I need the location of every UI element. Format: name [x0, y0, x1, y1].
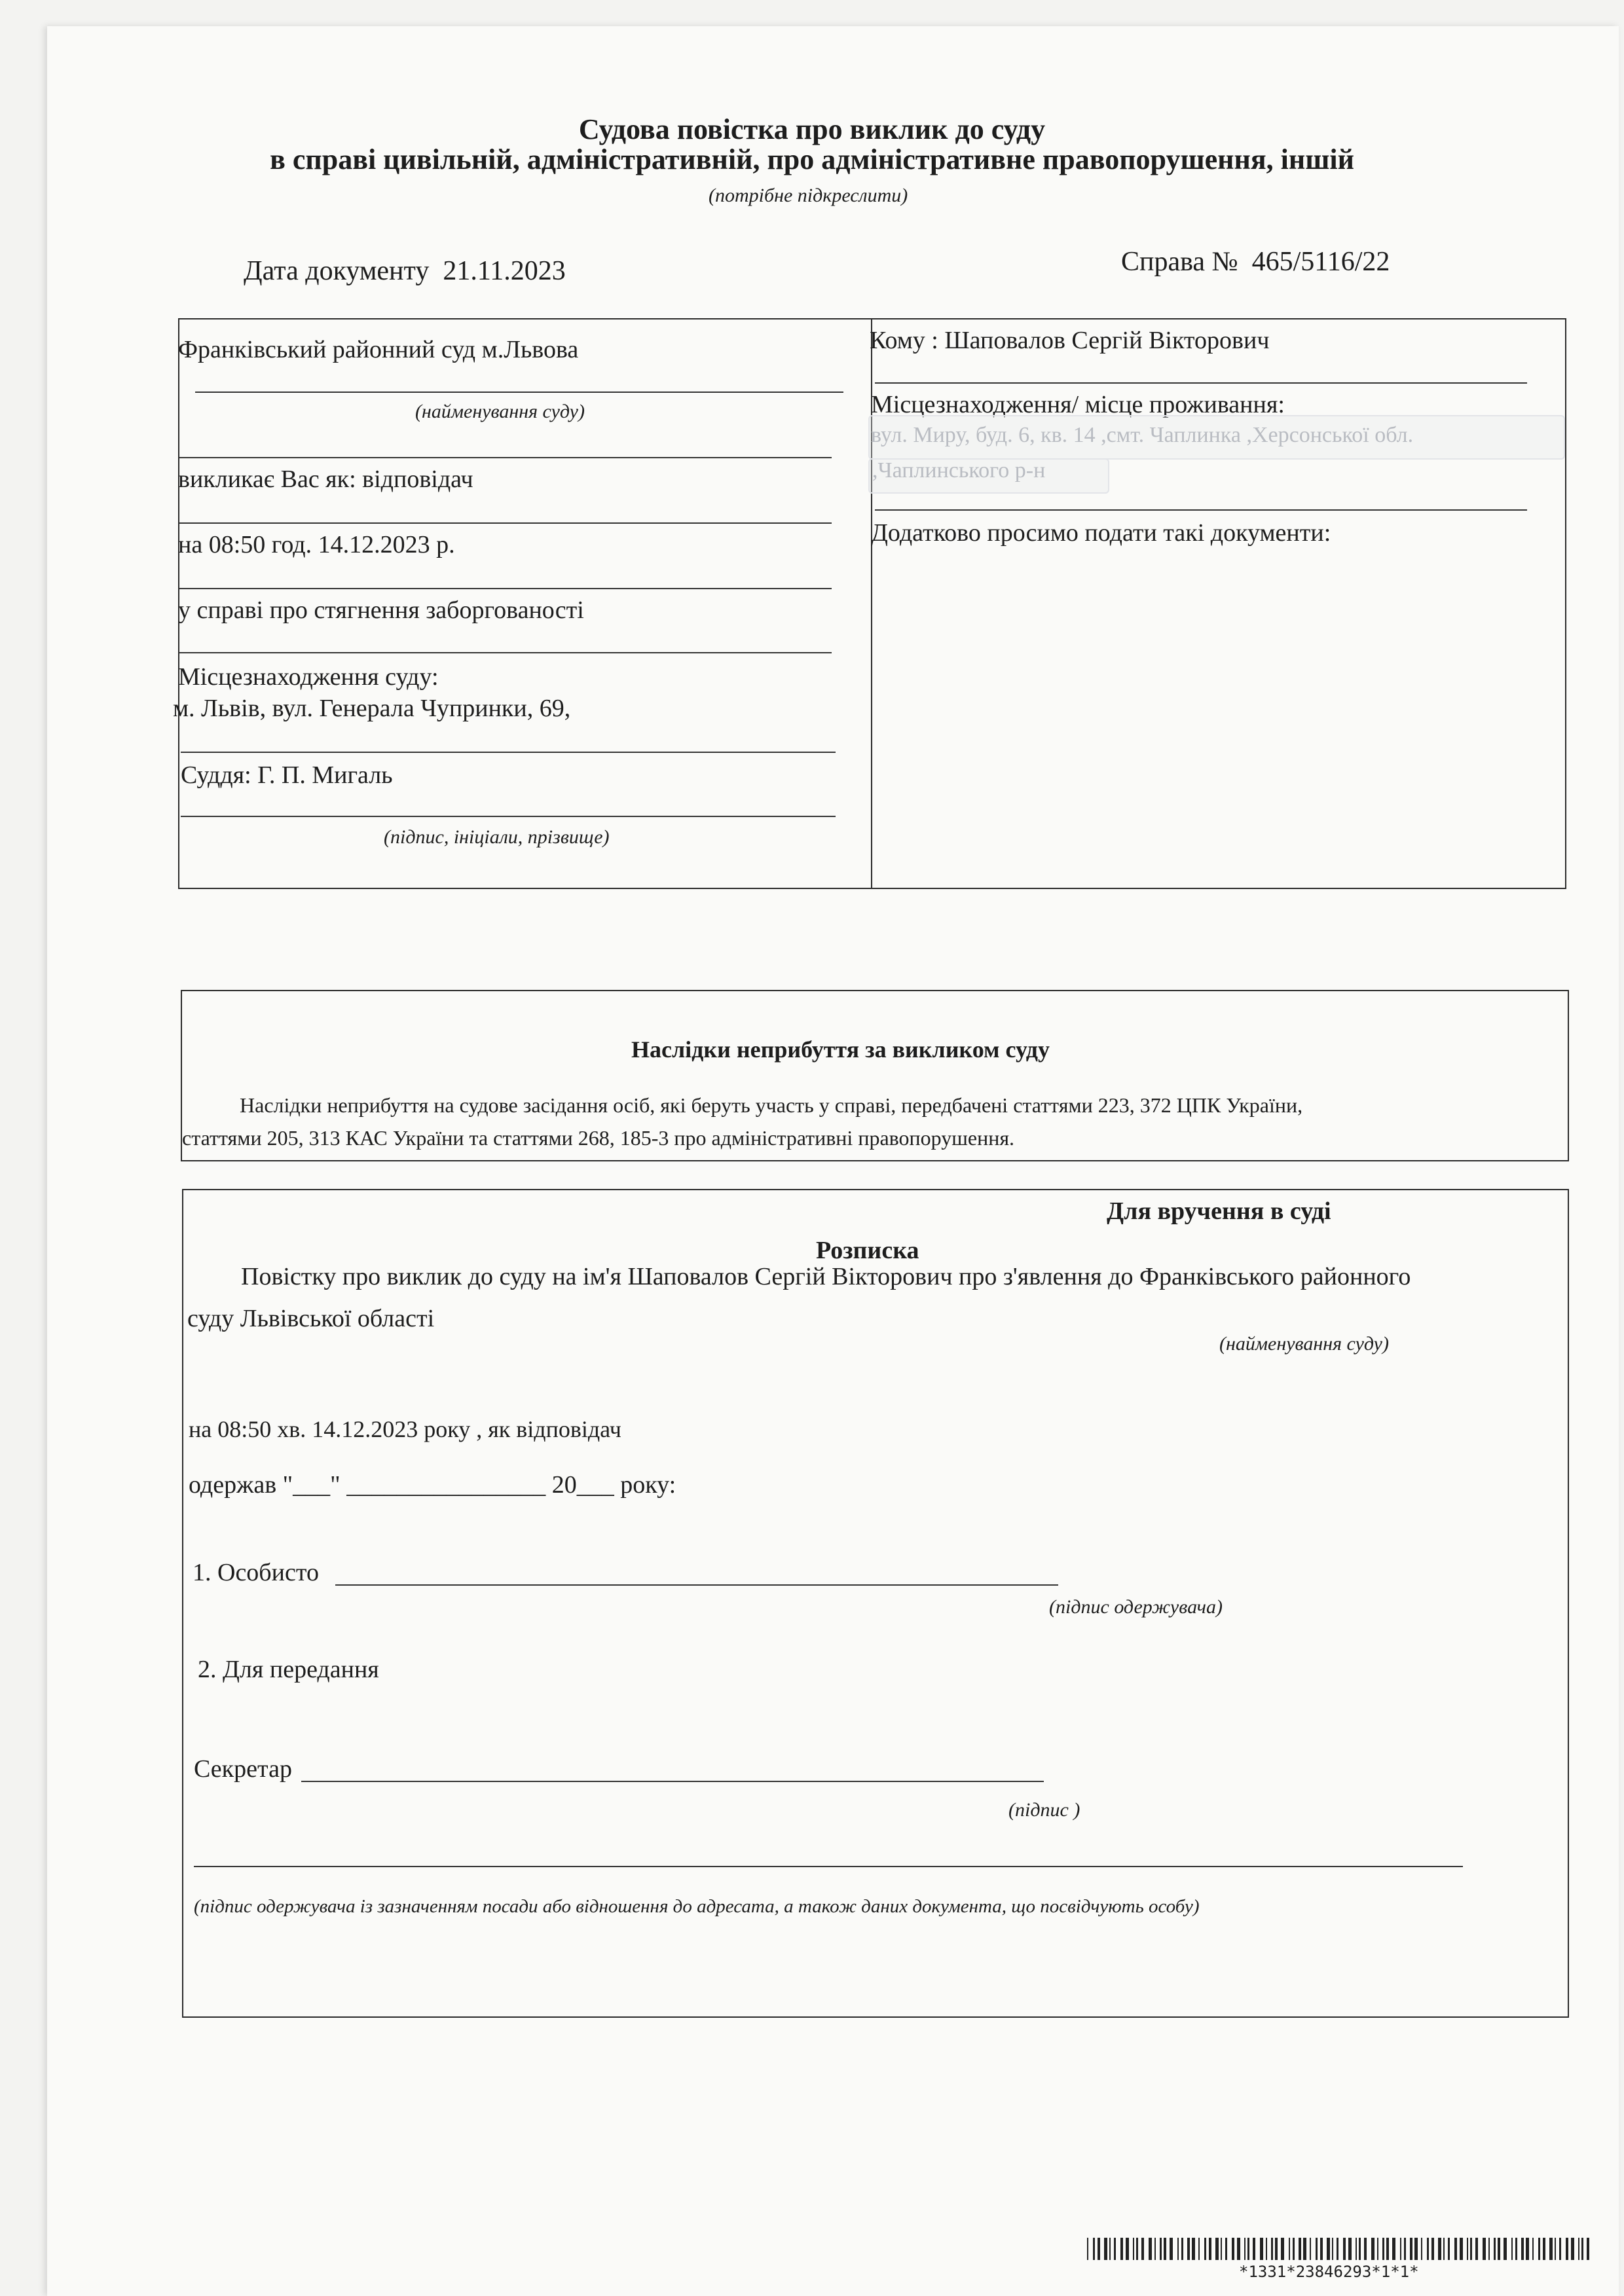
barcode-bar [1400, 2238, 1401, 2260]
recipient-name: Кому : Шаповалов Сергій Вікторович [870, 327, 1270, 354]
barcode-bar [1221, 2238, 1222, 2260]
divider-5 [181, 752, 836, 753]
barcode-bar [1160, 2238, 1162, 2260]
barcode-bar [1204, 2238, 1206, 2260]
barcode-bar [1154, 2238, 1156, 2260]
court-location-label: Місцезнаходження суду: [178, 663, 439, 691]
consequences-text-2: статтями 205, 313 КАС України та статтями 268, 185-3 про адміністративні правопорушення. [182, 1126, 1015, 1150]
recipient-details-line[interactable] [194, 1866, 1463, 1867]
barcode-bar [1271, 2238, 1273, 2260]
barcode-bar [1348, 2238, 1352, 2260]
received-date-line: одержав "___" ________________ 20___ року: [189, 1471, 676, 1499]
divider-4 [179, 652, 832, 653]
barcode-bar [1104, 2238, 1107, 2260]
document-date-value: 21.11.2023 [443, 256, 566, 286]
barcode-bar [1581, 2238, 1583, 2260]
barcode-bar [1320, 2238, 1323, 2260]
barcode-bar [1337, 2238, 1338, 2260]
barcode-bar [1364, 2238, 1367, 2260]
barcode-bar [1109, 2238, 1111, 2260]
consequences-title: Наслідки неприбуття за викликом суду [631, 1036, 1050, 1063]
barcode-bar [1359, 2238, 1361, 2260]
summons-role: викликає Вас як: відповідач [178, 465, 473, 493]
barcode-bar [1343, 2238, 1346, 2260]
barcode-bar [1164, 2238, 1166, 2260]
barcode-bar [1549, 2238, 1553, 2260]
case-number-value: 465/5116/22 [1251, 247, 1390, 277]
barcode-bar [1475, 2238, 1478, 2260]
barcode-bar [1237, 2238, 1240, 2260]
barcode-bar [1559, 2238, 1561, 2260]
barcode-bar [1404, 2238, 1406, 2260]
barcode-bar [1149, 2238, 1152, 2260]
barcode-bar [1260, 2238, 1263, 2260]
hearing-time: на 08:50 год. 14.12.2023 р. [178, 531, 455, 558]
barcode-bar [1266, 2238, 1267, 2260]
barcode-bar [1392, 2238, 1395, 2260]
secretary-signature-caption: (підпис ) [1008, 1799, 1080, 1821]
title-note: (потрібне підкреслити) [709, 185, 908, 206]
barcode-bar [1232, 2238, 1234, 2260]
barcode-bar [1133, 2238, 1134, 2260]
barcode-bar [1120, 2238, 1123, 2260]
barcode-bar [1293, 2238, 1295, 2260]
court-name-underline [195, 392, 843, 393]
extra-docs-label: Додатково просимо подати такі документи: [871, 519, 1331, 547]
for-court-label: Для вручення в суді [1107, 1197, 1331, 1225]
barcode-bar [1555, 2238, 1556, 2260]
barcode-bar [1253, 2238, 1255, 2260]
secretary-signature-line[interactable] [301, 1781, 1044, 1782]
judge: Суддя: Г. П. Мигаль [181, 761, 393, 789]
barcode-bar [1410, 2238, 1412, 2260]
for-transfer-label: 2. Для передання [198, 1656, 379, 1683]
barcode-bar [1244, 2238, 1246, 2260]
divider-3 [179, 588, 832, 589]
barcode-bar [1467, 2238, 1468, 2260]
barcode-bar [1170, 2238, 1173, 2260]
bottom-caption: (підпис одержувача із зазначенням посади або відношення до адресата, а також даних документа, що посвідчують особу) [194, 1896, 1200, 1917]
barcode-bar [1460, 2238, 1463, 2260]
barcode-bar [1414, 2238, 1418, 2260]
barcode-bar [1310, 2238, 1311, 2260]
residence-underline [875, 509, 1527, 511]
title-line-1: Судова повістка про виклик до суду [578, 113, 1046, 145]
barcode-bar [1141, 2238, 1144, 2260]
residence-line-2: ,Чаплинського р-н [872, 458, 1046, 483]
barcode-bar [1526, 2238, 1529, 2260]
case-subject: у справі про стягнення заборгованості [178, 596, 584, 624]
barcode-bar [1275, 2238, 1278, 2260]
divider-2 [179, 522, 832, 524]
case-number [1121, 246, 1390, 278]
court-name: Франківський районний суд м.Львова [178, 336, 579, 363]
barcode-bar [1177, 2238, 1179, 2260]
barcode-bar [1571, 2238, 1574, 2260]
barcode-bar [1299, 2238, 1301, 2260]
divider-1 [179, 457, 832, 458]
barcode-bar [1136, 2238, 1138, 2260]
barcode-bar [1377, 2238, 1378, 2260]
barcode-bar [1327, 2238, 1330, 2260]
barcode-bar [1421, 2238, 1422, 2260]
barcode-bar [1093, 2238, 1095, 2260]
barcode-bar [1098, 2238, 1100, 2260]
barcode-bar [1578, 2238, 1579, 2260]
court-name-caption: (найменування суду) [415, 401, 585, 422]
barcode-bar [1454, 2238, 1457, 2260]
barcode-bar [1470, 2238, 1472, 2260]
barcode-bar [1443, 2238, 1445, 2260]
judge-caption: (підпис, ініціали, прізвище) [384, 826, 610, 848]
barcode-bar [1587, 2238, 1589, 2260]
court-address: м. Львів, вул. Генерала Чупринки, 69, [173, 695, 571, 722]
barcode-bar [1247, 2238, 1249, 2260]
receipt-line-2: суду Львівської області [187, 1305, 435, 1332]
barcode-bar [1566, 2238, 1568, 2260]
barcode-bar [1289, 2238, 1290, 2260]
secretary-label: Секретар [194, 1755, 292, 1783]
barcode-bar [1356, 2238, 1357, 2260]
judge-underline [181, 816, 836, 817]
barcode-bar [1504, 2238, 1507, 2260]
barcode-bar [1316, 2238, 1318, 2260]
recipient-signature-caption: (підпис одержувача) [1049, 1596, 1223, 1618]
barcode-bar [1488, 2238, 1490, 2260]
barcode-bar [1198, 2238, 1200, 2260]
barcode-bar [1386, 2238, 1389, 2260]
barcode-bar [1382, 2238, 1384, 2260]
consequences-text-1: Наслідки неприбуття на судове засідання осіб, які беруть участь у справі, передбачені статтями 223, 372 ЦПК України, [240, 1093, 1303, 1117]
barcode-bar [1521, 2238, 1524, 2260]
barcode-bar [1371, 2238, 1375, 2260]
barcode-text: *1331*23846293*1*1* [1239, 2263, 1419, 2281]
barcode-bar [1483, 2238, 1486, 2260]
barcode-bar [1532, 2238, 1534, 2260]
barcode-bar [1515, 2238, 1517, 2260]
receipt-title: Розписка [816, 1237, 919, 1264]
receipt-court-caption: (найменування суду) [1219, 1333, 1389, 1355]
case-number-label: Справа № [1121, 247, 1238, 277]
barcode-bar [1126, 2238, 1129, 2260]
barcode-bar [1187, 2238, 1190, 2260]
receipt-time-line: на 08:50 хв. 14.12.2023 року , як відповідач [189, 1416, 621, 1442]
barcode-bar [1494, 2238, 1496, 2260]
barcode-bar [1448, 2238, 1450, 2260]
receipt-line-1: Повістку про виклик до суду на ім'я Шаповалов Сергій Вікторович про з'явлення до Франківського районного [241, 1263, 1411, 1290]
barcode-bar [1498, 2238, 1500, 2260]
barcode-bar [1332, 2238, 1333, 2260]
barcode-bar [1538, 2238, 1540, 2260]
personally-label: 1. Особисто [193, 1559, 319, 1586]
barcode-bar [1543, 2238, 1545, 2260]
barcode-bar [1225, 2238, 1227, 2260]
barcode-bar [1427, 2238, 1429, 2260]
barcode-bar [1181, 2238, 1183, 2260]
barcode-bar [1511, 2238, 1513, 2260]
barcode-bar [1281, 2238, 1284, 2260]
residence-label: Місцезнаходження/ місце проживання: [871, 391, 1285, 418]
barcode-bar [1303, 2238, 1306, 2260]
document-date-label: Дата документу [244, 256, 430, 286]
residence-line-1: вул. Миру, буд. 6, кв. 14 ,смт. Чаплинка ,Херсонської обл. [871, 423, 1414, 447]
barcode-bar [1438, 2238, 1441, 2260]
barcode-bar [1087, 2238, 1088, 2260]
title-line-2: в справі цивільній, адміністративній, про адміністративне правопорушення, іншій [270, 143, 1354, 175]
document-date [244, 255, 566, 287]
barcode [1087, 2238, 1591, 2260]
recipient-underline [875, 382, 1527, 384]
barcode-bar [1114, 2238, 1116, 2260]
barcode-bar [1431, 2238, 1434, 2260]
personally-signature-line[interactable] [335, 1584, 1058, 1586]
barcode-bar [1215, 2238, 1219, 2260]
barcode-bar [1209, 2238, 1211, 2260]
barcode-bar [1192, 2238, 1195, 2260]
